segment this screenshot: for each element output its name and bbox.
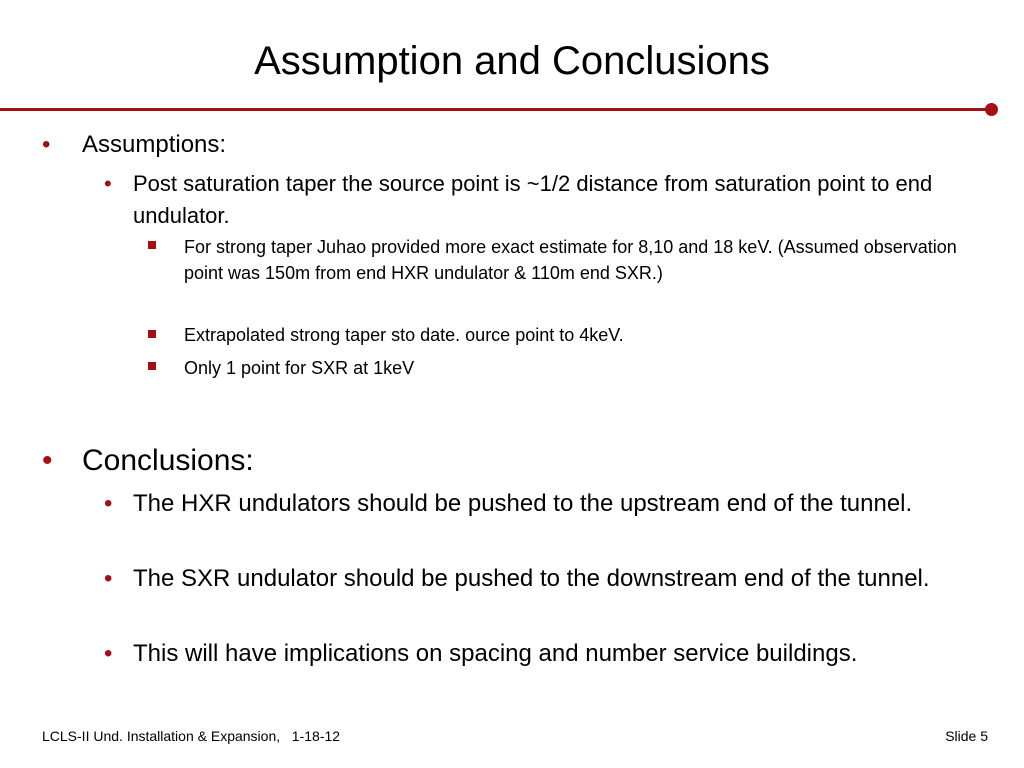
assumptions-heading: Assumptions: xyxy=(82,131,227,158)
bullet-dot-icon: • xyxy=(104,171,112,196)
assumption-point-text: Post saturation taper the source point is ~1/2 distance from saturation point to end undulator. xyxy=(133,171,933,228)
slide-title: Assumption and Conclusions xyxy=(254,39,770,83)
slide-number: Slide 5 xyxy=(945,728,988,744)
title-divider xyxy=(0,108,990,111)
divider-end-dot xyxy=(985,103,998,116)
bullet-dot-icon: • xyxy=(104,490,113,517)
sub-point-text: Only 1 point for SXR at 1keV xyxy=(184,358,415,378)
bullet-dot-icon: • xyxy=(104,565,113,592)
square-bullet-icon xyxy=(148,362,156,370)
bullet-dot-icon: • xyxy=(42,444,53,477)
conclusion-text: The HXR undulators should be pushed to the upstream end of the tunnel. xyxy=(133,490,913,517)
sub-point-text: For strong taper Juhao provided more exact estimate for 8,10 and 18 keV. (Assumed observation point was 150m from end HXR undulator & 110m end SXR.) xyxy=(184,237,957,283)
bullet-dot-icon: • xyxy=(104,640,113,667)
square-bullet-icon xyxy=(148,241,156,249)
conclusion-text: The SXR undulator should be pushed to the downstream end of the tunnel. xyxy=(133,565,930,592)
conclusion-text: This will have implications on spacing and number service buildings. xyxy=(133,640,858,667)
sub-point-text: Extrapolated strong taper sto date. ource point to 4keV. xyxy=(184,325,624,345)
bullet-dot-icon: • xyxy=(42,131,51,158)
footer-left: LCLS-II Und. Installation & Expansion, 1-18-12 xyxy=(42,728,341,744)
conclusions-heading: Conclusions: xyxy=(82,444,254,477)
square-bullet-icon xyxy=(148,330,156,338)
